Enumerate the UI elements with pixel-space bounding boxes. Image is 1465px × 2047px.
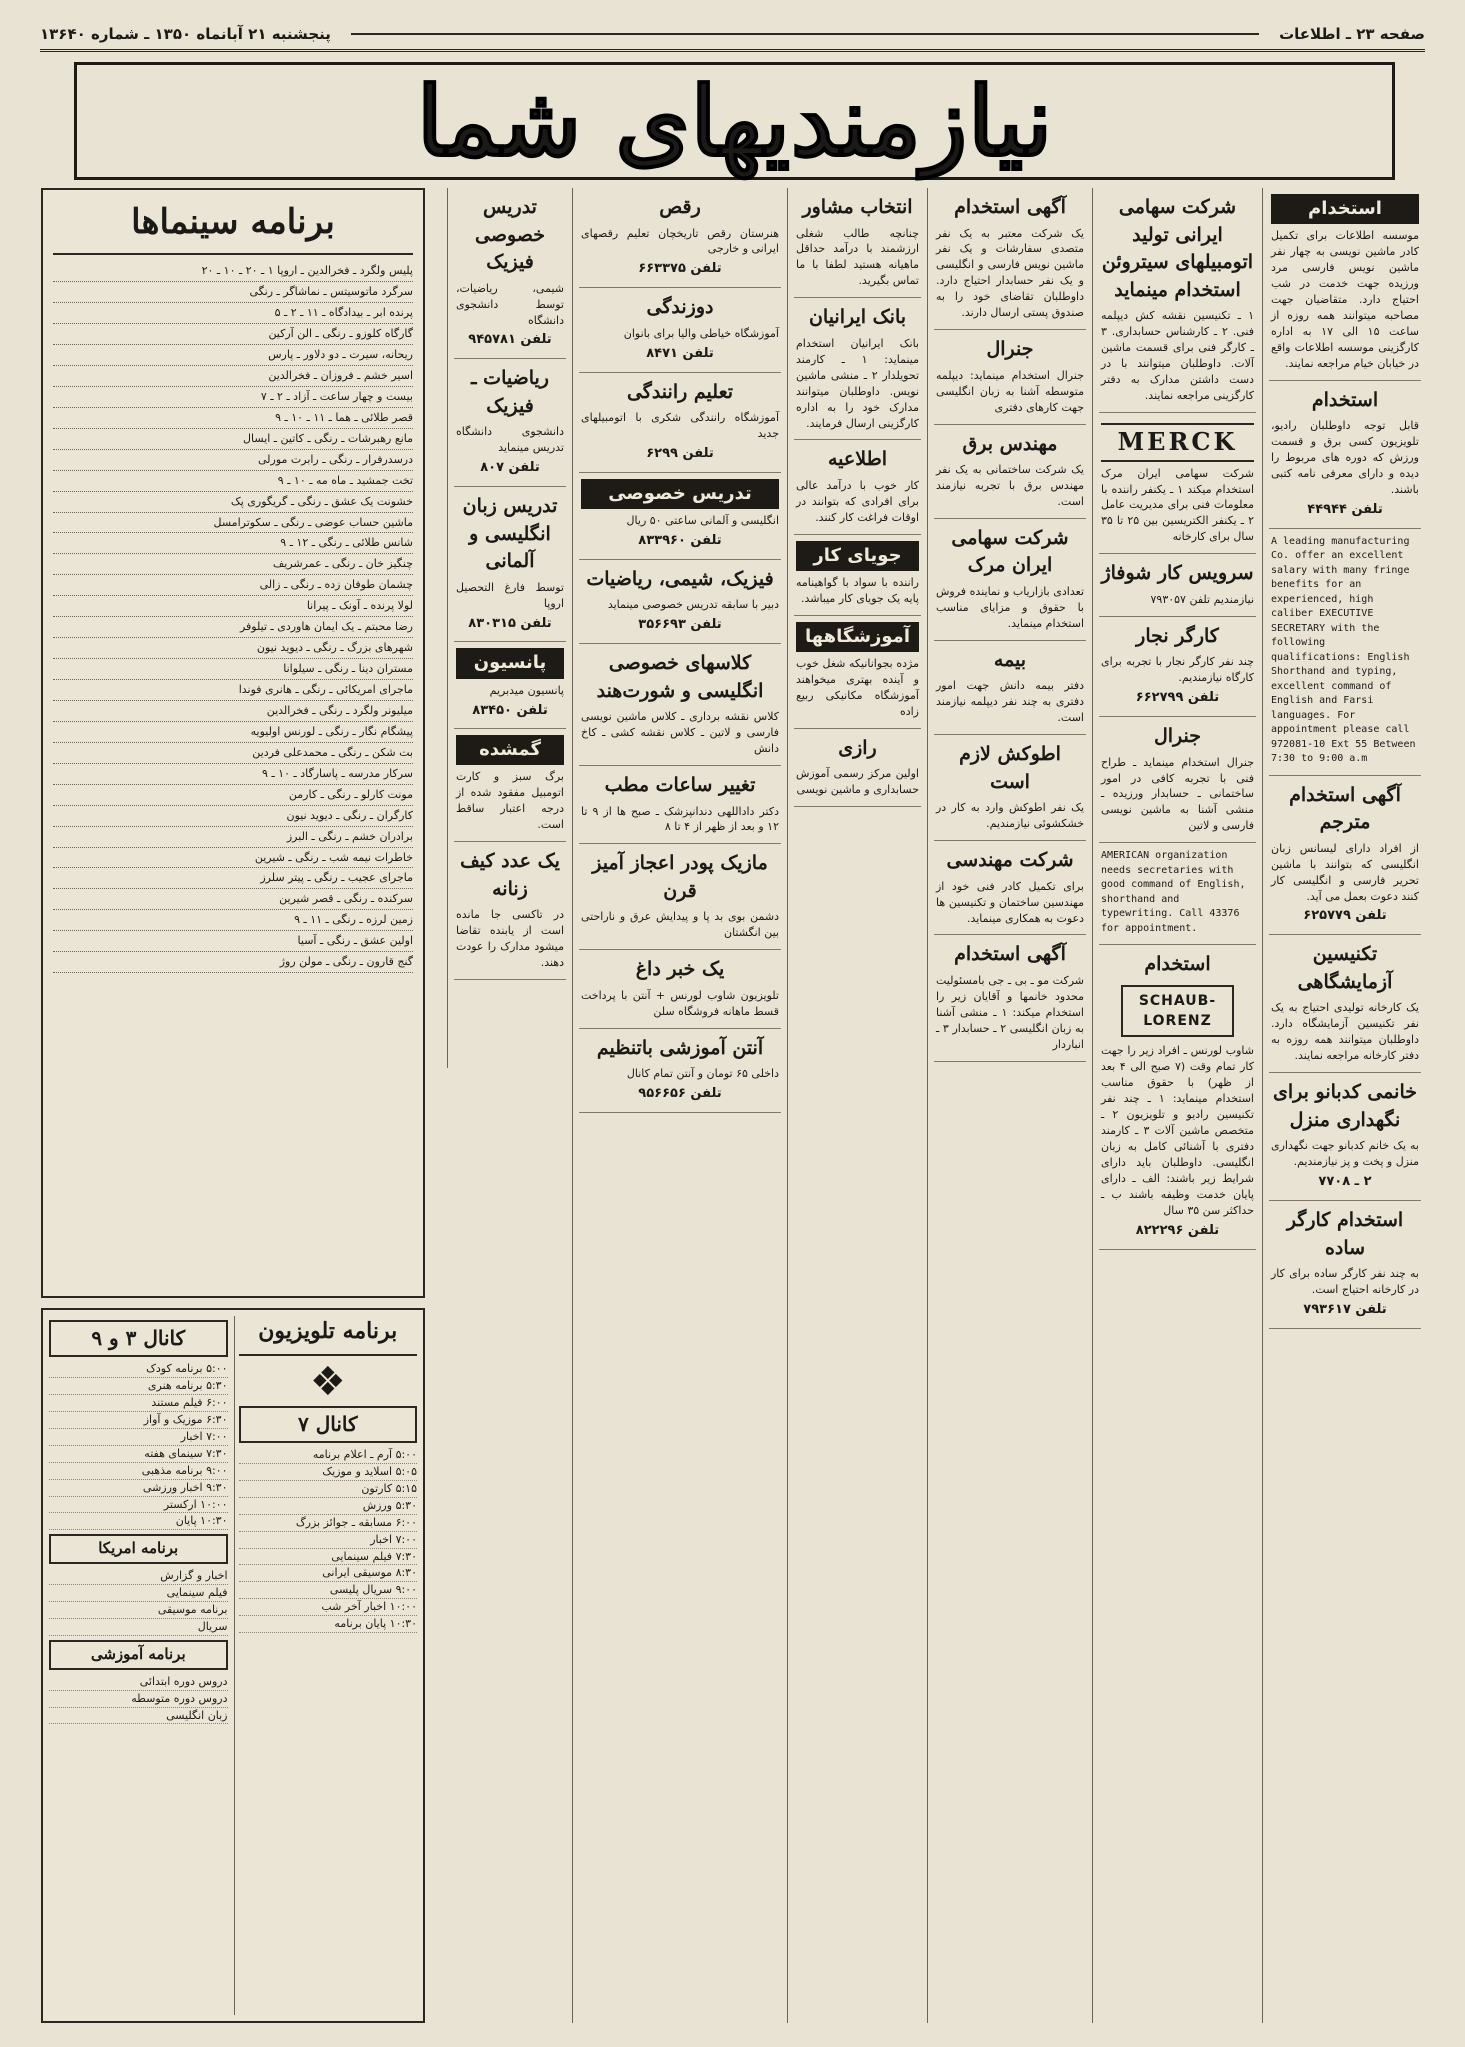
ad-heading: بانک ایرانیان [808,306,907,329]
classified-ad [454,487,566,642]
program-row: ۹:۳۰ اخبار ورزشی [49,1480,228,1497]
program-row: ۱۰:۰۰ ارکستر [49,1497,228,1514]
ad-body: داخلی ۶۵ تومان و آنتن تمام کانال [626,1067,779,1081]
cinema-listing: قصر طلائی ـ هما ـ ۱۱ ـ ۱۰ ـ ۹ [53,408,413,429]
section-banner [74,62,1395,180]
classified-ad [579,950,781,1028]
cinema-listing: گنج قارون ـ رنگی ـ مولن روژ [53,952,413,973]
program-row: برنامه موسیقی [49,1602,228,1619]
ad-phone: تلفن ۹۵۶۶۵۶ [638,1086,722,1102]
ad-column-6-lower [447,1078,572,2023]
ad-body: یک شرکت ساختمانی به یک نفر مهندس برق با تجربه نیازمند است. [936,463,1084,508]
cinema-listing: شانس طلائی ـ رنگی ـ ۱۲ ـ ۹ [53,533,413,554]
schaub-lorenz-logo: SCHAUB-LORENZ [1121,985,1234,1038]
ad-body: چنانچه طالب شغلی ارزشمند با درآمد حداقل ماهیانه هستید لطفا با ما تماس بگیرید. [796,226,919,288]
ad-heading: آگهی استخدام [954,943,1066,966]
ad-heading: جنرال [1153,725,1202,748]
ad-heading: مازیک پودر اعجاز آمیز قرن [592,852,768,902]
cinema-listing: سرگرد ماتوسیتس ـ نماشاگر ـ رنگی [53,282,413,303]
ad-body: جنرال استخدام مینماید: دیپلمه متوسطه آشنا به زبان انگلیسی جهت کارهای دفتری [936,368,1084,414]
channel3-title: کانال ۳ و ۹ [49,1320,228,1357]
ad-body: آموزشگاه خیاطی والیا برای بانوان [623,326,779,340]
program-row: ۵:۰۰ برنامه کودک [49,1361,228,1378]
ad-body: به چند نفر کارگر ساده برای کار در کارخانه احتیاج است. [1271,1267,1419,1296]
program-row: ۱۰:۳۰ پایان [49,1513,228,1530]
cinema-listing: گارگاه کلوزو ـ رنگی ـ الن آرکین [53,324,413,345]
tv-channel3-column [49,1316,228,2015]
program-row: ۷:۳۰ فیلم سینمایی [239,1549,418,1566]
cinema-listing: چنگیز خان ـ رنگی ـ عمرشریف [53,554,413,575]
cinema-listing: پلیس ولگرد ـ فخرالدین ـ اروپا ۱ ـ ۲۰ ـ ۱۰ ـ ۲۰ [53,261,413,282]
program-row: ۱۰:۳۰ پایان برنامه [239,1616,418,1633]
ad-column-1 [1262,188,1427,2023]
classifieds-area [38,188,1427,2023]
header-rule [351,33,1259,35]
program-row: دروس دوره ابتدائی [49,1674,228,1691]
classified-ad [1099,554,1256,616]
ad-phone: تلفن ۸۲۲۲۹۶ [1135,1222,1220,1238]
ad-heading: رازی [838,736,877,759]
cinema-listing: پیشگام نگار ـ رنگی ـ لورنس اولیویه [53,722,413,743]
ad-heading: تعلیم رانندگی [626,380,734,403]
program-row: فیلم سینمایی [49,1585,228,1602]
program-row: دروس دوره متوسطه [49,1691,228,1708]
ad-body: دانشجوی دانشگاه تدریس مینماید [456,425,564,455]
classified-ad [794,729,921,807]
ad-heading: آگهی استخدام مترجم [1289,783,1401,834]
cinema-listing: خشونت یک عشق ـ رنگی ـ گریگوری پک [53,492,413,513]
ad-body: ۱ ـ تکنیسین نقشه کش دیپلمه فنی. ۲ ـ کارشناس حسابداری. ۳ ـ کارگر فنی برای قسمت ماشین آلات. داوطلبان میتوانند با در دست داشتن مدارک به دفتر کارگزینی مراجعه نمایند. [1101,309,1254,402]
ad-body: دفتر بیمه دانش جهت امور دفتری به چند نفر دیپلمه نیازمند است. [936,679,1084,725]
ad-body: در تاکسی جا مانده است از یابنده تقاضا میشود مدارک را عودت دهند. [456,908,564,970]
ad-body: شرکت سهامی ایران مرک استخدام میکند ۱ ـ یکنفر راننده با معلومات فنی برای مدیریت عامل ۲ ـ یکنفر الکتریسین بین ۲۵ تا ۳۵ سال برای کارخانه [1101,466,1254,544]
ad-body: آموزشگاه رانندگی شکری با اتومبیلهای جدید [581,411,779,441]
ad-heading: اطوکش لازم است [959,743,1061,793]
ad-body: شیمی، ریاضیات، توسط دانشجوی دانشگاه [456,281,564,327]
ad-phone: تلفن ۸۳۴۵۰ [472,702,548,718]
classified-ad [579,560,781,644]
education-title: برنامه آموزشی [49,1640,228,1670]
ad-body: جنرال استخدام مینماید ـ طراح فنی با تجربه کافی در امور ساختمانی ـ حسابدار ورزیده ـ منشی آشنا به ماشین نویسی فارسی و لاتین [1101,755,1254,833]
classified-ad [934,935,1086,1061]
ad-column-3 [927,188,1092,2023]
ad-heading-inverted: تدریس خصوصی [581,479,779,509]
classified-ad [794,616,921,729]
classified-ad [794,440,921,534]
program-row: ۷:۳۰ سینمای هفته [49,1446,228,1463]
classified-ad [1099,413,1256,554]
ad-body: نیازمندیم تلفن ۷۹۳۰۵۷ [1150,592,1254,606]
classified-ad [454,642,566,729]
ad-heading-inverted: جویای کار [796,541,919,571]
program-row: ۶:۳۰ موزیک و آواز [49,1412,228,1429]
ad-body: یک نفر اطوکش وارد به کار در خشکشوئی نیازمندیم. [936,801,1084,831]
tv-title: برنامه تلویزیون [239,1316,418,1356]
ad-body: تلویزیون شاوب لورنس + آنتن با پرداخت قسط ماهانه فروشگاه سلن [581,988,779,1018]
cinema-listing: درسدرفرار ـ رنگی ـ رابرت مورلی [53,450,413,471]
classified-ad [1099,717,1256,843]
program-row: ۸:۳۰ موسیقی ایرانی [239,1565,418,1582]
ad-heading: کارگر نجار [1136,624,1219,647]
classified-ad [1099,945,1256,1249]
ad-body: پانسیون میدبریم [489,683,564,697]
ad-heading: آگهی استخدام [954,196,1066,218]
ad-body: به یک خانم کدبانو جهت نگهداری منزل و پخت و پز نیازمندیم. [1271,1139,1419,1169]
ad-body: بانک ایرانیان استخدام مینماید: ۱ ـ کارمند تحویلدار ۲ ـ منشی ماشین نویس. داوطلبان میتوانند مدارک خود را به اداره کارگزینی ارسال فرمایند. [796,336,920,430]
ad-heading: یک خبر داغ [635,958,725,981]
ad-heading: شرکت سهامی ایران مرک [951,526,1069,577]
ad-heading: شرکت سهامی ایرانی تولید اتومبیلهای سیتروئن استخدام مینماید [1101,196,1254,301]
ad-body: مژده بجوانانیکه شغل خوب و آینده بهتری میخواهند آموزشگاه مکانیکی ربیع زاده [796,656,919,718]
cinema-listing: پرنده ابر ـ بیدادگاه ـ ۱۱ ـ ۲ ـ ۵ [53,303,413,324]
classified-ad [794,535,921,616]
page-number: صفحه ۲۳ ـ اطلاعات [1279,24,1425,43]
cinema-listing: رضا محبتم ـ یک ایمان هاوردی ـ تیلوفر [53,617,413,638]
cinema-title: برنامه سینماها [53,198,413,255]
ad-heading: فیزیک، شیمی، ریاضیات [586,567,774,590]
cinema-listing: زمین لرزه ـ رنگی ـ ۱۱ ـ ۹ [53,910,413,931]
cinema-listing: میلیونر ولگرد ـ رنگی ـ فخرالدین [53,701,413,722]
america-list [49,1568,228,1636]
classified-ad [454,188,566,359]
classified-ad [1269,381,1421,529]
program-row: ۵:۱۵ کارتون [239,1481,418,1498]
cinema-listing: تخت جمشید ـ ماه مه ـ ۱۰ ـ ۹ [53,471,413,492]
ad-heading-inverted: پانسیون [456,648,564,678]
program-row: ۵:۰۰ آرم ـ اعلام برنامه [239,1447,418,1464]
cinema-listing: مستران دینا ـ رنگی ـ سیلوانا [53,659,413,680]
ad-phone: تلفن ۹۴۵۷۸۱ [468,332,552,348]
ad-column-5 [572,188,787,2023]
classified-ad [1269,1073,1421,1201]
ad-heading: دوزندگی [646,296,714,319]
ad-body: دشمن بوی بد پا و پیدایش عرق و ناراحتی بین انگشتان [581,910,779,940]
program-row: سریال [49,1619,228,1636]
program-row: زبان انگلیسی [49,1708,228,1725]
classified-ad [1099,617,1256,717]
ad-heading: شرکت مهندسی [946,849,1074,872]
ad-body: دکتر داداللهی دندانپزشک ـ صبح ها از ۹ تا ۱۲ و بعد از ظهر از ۴ تا ۸ [581,804,779,834]
classified-ad [579,373,781,473]
program-row: ۶:۰۰ مسابقه ـ جوائز بزرگ [239,1515,418,1532]
classified-ad [1269,935,1421,1073]
ad-body: توسط فارغ التحصیل اروپا [456,580,564,610]
classified-ad [579,1029,781,1113]
ad-body: هنرستان رقص تاریخچان تعلیم رقصهای ایرانی و خارجی [581,226,779,256]
program-row: ۹:۰۰ سریال پلیسی [239,1582,418,1599]
classified-ad [579,288,781,372]
ad-body: تعدادی بازاریاب و نماینده فروش با حقوق و مزایای مناسب استخدام مینماید. [936,584,1084,630]
ad-body: یک شرکت معتبر به یک نفر متصدی سفارشات و یک نفر ماشین نویس فارسی و انگلیسی و یک نفر حسابدار احتیاج دارد. داوطلبان تقاضای خود را به صندوق پستی ارسال دارند. [936,226,1084,320]
channel7-list [239,1447,418,1633]
cinema-listing: اولین عشق ـ رنگی ـ آسیا [53,931,413,952]
ad-heading: یک عدد کیف زنانه [460,850,560,900]
program-row: ۷:۰۰ اخبار [49,1429,228,1446]
ad-heading: خانمی کدبانو برای نگهداری منزل [1273,1081,1417,1131]
classified-ad [1099,843,1256,945]
classified-ad [579,844,781,950]
ad-heading-inverted: آموزشگاهها [796,622,919,652]
ad-body: شرکت مو ـ بی ـ جی بامسئولیت محدود خانمها و آقایان زیر را استخدام میکند: ۱ ـ منشی آشنا به زبان انگلیسی ۲ ـ حسابدار ۳ ـ انباردار [936,974,1084,1051]
classified-ad [934,735,1086,841]
ad-body: دبیر با سابقه تدریس خصوصی مینماید [607,598,779,612]
ad-body: برای تکمیل کادر فنی خود از مهندسین ساختمان و تکنیسین ها دعوت به همکاری مینماید. [936,879,1084,925]
ad-heading: بیمه [993,648,1027,671]
ad-phone: تلفن ۶۲۵۷۷۹ [1303,908,1387,924]
classified-ad [934,188,1086,330]
ad-body: انگلیسی و آلمانی ساعتی ۵۰ ریال [626,513,779,527]
cinema-listing: ریحانه، سیرت ـ دو دلاور ـ پارس [53,345,413,366]
ad-heading: استخدام [1144,953,1211,976]
ad-body: یک کارخانه تولیدی احتیاج به یک نفر تکنیسین آزمایشگاه دارد. داوطلبان میتوانند همه روزه به دفتر کارخانه مراجعه نمایند. [1271,1001,1419,1063]
ad-body: کار خوب با درآمد عالی برای افرادی که بتوانند در اوقات فراغت کار کنند. [796,479,919,524]
ad-heading: استخدام کارگر ساده [1286,1208,1404,1259]
program-row: ۵:۰۵ اسلاید و موزیک [239,1464,418,1481]
issue-date: پنجشنبه ۲۱ آبانماه ۱۳۵۰ ـ شماره ۱۳۶۴۰ [40,24,331,43]
ad-phone: تلفن ۷۹۳۶۱۷ [1303,1301,1387,1317]
classified-ad [1269,529,1421,776]
classified-ad [794,298,921,440]
classified-ad [579,188,781,288]
ad-heading: تغییر ساعات مطب [604,773,756,796]
ad-column-6 [447,188,572,1068]
ad-heading: تدریس خصوصی فیزیک [474,196,545,274]
ad-body: شاوب لورنس ـ افراد زیر را جهت کار تمام وقت (۷ صبح الی ۴ بعد از ظهر) با حقوق مناسب استخدام مینماید: ۱ ـ چند نفر تکنیسین رادیو و تلویزیون ۲ ـ متخصص ماشین آلات ۳ ـ کارمند دفتری با آشنائی کامل به زبان انگلیسی. داوطلبان باید دارای شرایط زیر باشند: الف ـ دارای پایان خدمت وظیفه باشند ب ـ حداکثر سن ۳۵ سال [1101,1044,1255,1217]
page-header [40,18,1425,52]
ad-heading: استخدام [1311,388,1379,411]
cinema-listing: ماجرای امریکائی ـ رنگی ـ هانری فوندا [53,680,413,701]
ad-heading: اطلاعیه [828,448,887,471]
merck-logo: MERCK [1101,423,1254,462]
program-row: ۹:۰۰ برنامه مذهبی [49,1463,228,1480]
cinema-listing: مانع رهبرشات ـ رنگی ـ کاتین ـ ایسال [53,429,413,450]
ad-body: برگ سبز و کارت اتومبیل مفقود شده از درجه اعتبار ساقط است. [456,770,564,832]
ad-column-2 [1092,188,1262,2023]
ad-heading: تدریس زبان انگلیسی و آلمانی [462,495,558,573]
ad-heading-inverted: استخدام [1271,194,1419,224]
ad-body: چند نفر کارگر نجار با تجربه برای کارگاه نیازمندیم. [1101,655,1254,685]
cinema-listing: بت شکن ـ رنگی ـ محمدعلی فردین [53,743,413,764]
classified-ad [454,729,566,842]
ad-body: از افراد دارای لیسانس زبان انگلیسی که بتوانند با ماشین تحریر فارسی و انگلیسی کار کنند دعوت بعمل می آید. [1271,841,1419,903]
ad-heading: ریاضیات ـ فیزیک [471,367,549,417]
ad-body: راننده با سواد با گواهینامه پایه یک جویای کار میباشد. [796,575,919,605]
tv-channel7-column [234,1316,418,2015]
classified-ad [934,330,1086,424]
education-list [49,1674,228,1725]
ad-body-english: AMERICAN organization needs secretaries with good command of English, shorthand and typewriting. Call 43376 for appointment. [1101,850,1246,934]
cinema-listing: مونت کارلو ـ رنگی ـ کارمن [53,785,413,806]
program-row: ۱۰:۰۰ اخبار آخر شب [239,1599,418,1616]
program-row: ۷:۰۰ اخبار [239,1532,418,1549]
tv-box [41,1308,425,2023]
cinema-listing: خاطرات نیمه شب ـ رنگی ـ شیرین [53,848,413,869]
ad-heading: رقص [659,196,701,218]
classified-ad [454,359,566,487]
ad-phone: تلفن ۴۴۹۴۴ [1307,501,1383,517]
ad-phone: تلفن ۶۲۹۹ [646,446,714,462]
cinema-listing: لولا پرنده ـ آونک ـ پیرانا [53,596,413,617]
classified-ad [934,425,1086,519]
classified-ad [934,519,1086,641]
ad-heading: جنرال [986,338,1034,361]
ad-heading-inverted: گمشده [456,735,564,765]
cinema-listing: چشمان طوفان زده ـ رنگی ـ زالی [53,575,413,596]
classified-ad [1269,776,1421,936]
ad-heading: تکنیسین آزمایشگاهی [1297,943,1393,993]
classified-ad [934,841,1086,935]
ad-phone: ۲ ـ ۷۷۰۸ [1318,1174,1372,1190]
banner-title: نیازمندیهای شما [416,64,1053,178]
cinema-listing: سرکار مدرسه ـ پاسارگاد ـ ۱۰ ـ ۹ [53,764,413,785]
cinema-listing: کارگران ـ رنگی ـ دیوید نیون [53,806,413,827]
program-row: ۶:۰۰ فیلم مستند [49,1395,228,1412]
ad-heading: کلاسهای خصوصی انگلیسی و شورت‌هند [596,652,764,702]
america-title: برنامه امریکا [49,1534,228,1564]
ad-body: کلاس نقشه برداری ـ کلاس ماشین نویسی فارسی و لاتین ـ کلاس نقشه کشی ـ کاخ دانش [581,710,779,756]
ad-body: اولین مرکز رسمی آموزش حسابداری و ماشین نویسی [796,767,919,797]
ad-phone: تلفن ۶۶۲۷۹۹ [1135,690,1220,706]
ad-body: قابل توجه داوطلبان رادیو، تلویزیون کسی برق و قسمت ورزش که دوره های مربوط را دیده و دارای معرفی نامه کتبی باشند. [1271,419,1419,496]
cinema-listing: ماشین حساب عوضی ـ رنگی ـ سکوترامسل [53,513,413,534]
cinema-box [41,188,425,1298]
program-row: ۵:۳۰ ورزش [239,1498,418,1515]
ad-phone: تلفن ۸۳۰۳۱۵ [468,615,552,631]
classified-ad [934,641,1086,735]
ad-heading: سرویس کار شوفاژ [1101,562,1254,585]
program-row: ۵:۳۰ برنامه هنری [49,1378,228,1395]
ad-heading: مهندس برق [962,432,1058,455]
classified-ad [454,842,566,980]
classified-ad [1099,188,1256,413]
cinema-listing: اسیر خشم ـ فروزان ـ فخرالدین [53,366,413,387]
ad-body-english: A leading manufacturing Co. offer an excellent salary with many fringe benefits for an experienced, high caliber EXECUTIVE SECRETARY with the following qualifications: English Shorthand and typing, excellent command of English and Farsi languages. For appointment please call 972081-10 Ext 55 Between 7:30 to 9:00 a.m [1271,535,1416,765]
ad-phone: تلفن ۸۰۷ [480,460,540,476]
classified-ad [579,644,781,766]
ad-heading: آنتن آموزشی باتنظیم [596,1036,764,1059]
tv-logo-icon: ❖ [309,1358,346,1405]
ad-phone: تلفن ۶۶۳۳۷۵ [638,261,722,277]
classified-ad [794,188,921,298]
ad-phone: تلفن ۸۳۳۹۶۰ [638,532,722,548]
ad-body: موسسه اطلاعات برای تکمیل کادر ماشین نویسی به چهار نفر ماشین نویس فارسی مرد ورزیده جهت خدمت در شب احتیاج دارد. متقاضیان جهت مصاحبه میتوانند همه روزه از ساعت ۱۵ الی ۱۷ به اداره کارگزینی موسسه اطلاعات واقع در خیابان خیام مراجعه نمایند. [1271,229,1419,370]
classified-ad [579,473,781,560]
ad-column-4 [787,188,927,2023]
cinema-list [53,261,413,973]
cinema-listing: برادران خشم ـ رنگی ـ البرز [53,827,413,848]
cinema-listing: سرکنده ـ رنگی ـ قصر شیرین [53,889,413,910]
classified-ad [1269,188,1421,381]
cinema-listing: شهرهای بزرگ ـ رنگی ـ دیوید نیون [53,638,413,659]
channel7-title: کانال ۷ [239,1406,418,1443]
classified-ad [579,766,781,844]
classified-ad [1269,1201,1421,1329]
cinema-listing: ماجرای عجیب ـ رنگی ـ پیتر سلرز [53,868,413,889]
cinema-listing: بیست و چهار ساعت ـ آزاد ـ ۲ ـ ۷ [53,387,413,408]
channel3-list [49,1361,228,1530]
ad-phone: تلفن ۸۴۷۱ [646,345,714,361]
ad-heading: انتخاب مشاور [802,196,913,218]
ad-phone: تلفن ۳۵۶۶۹۳ [638,617,722,633]
program-row: اخبار و گزارش [49,1568,228,1585]
